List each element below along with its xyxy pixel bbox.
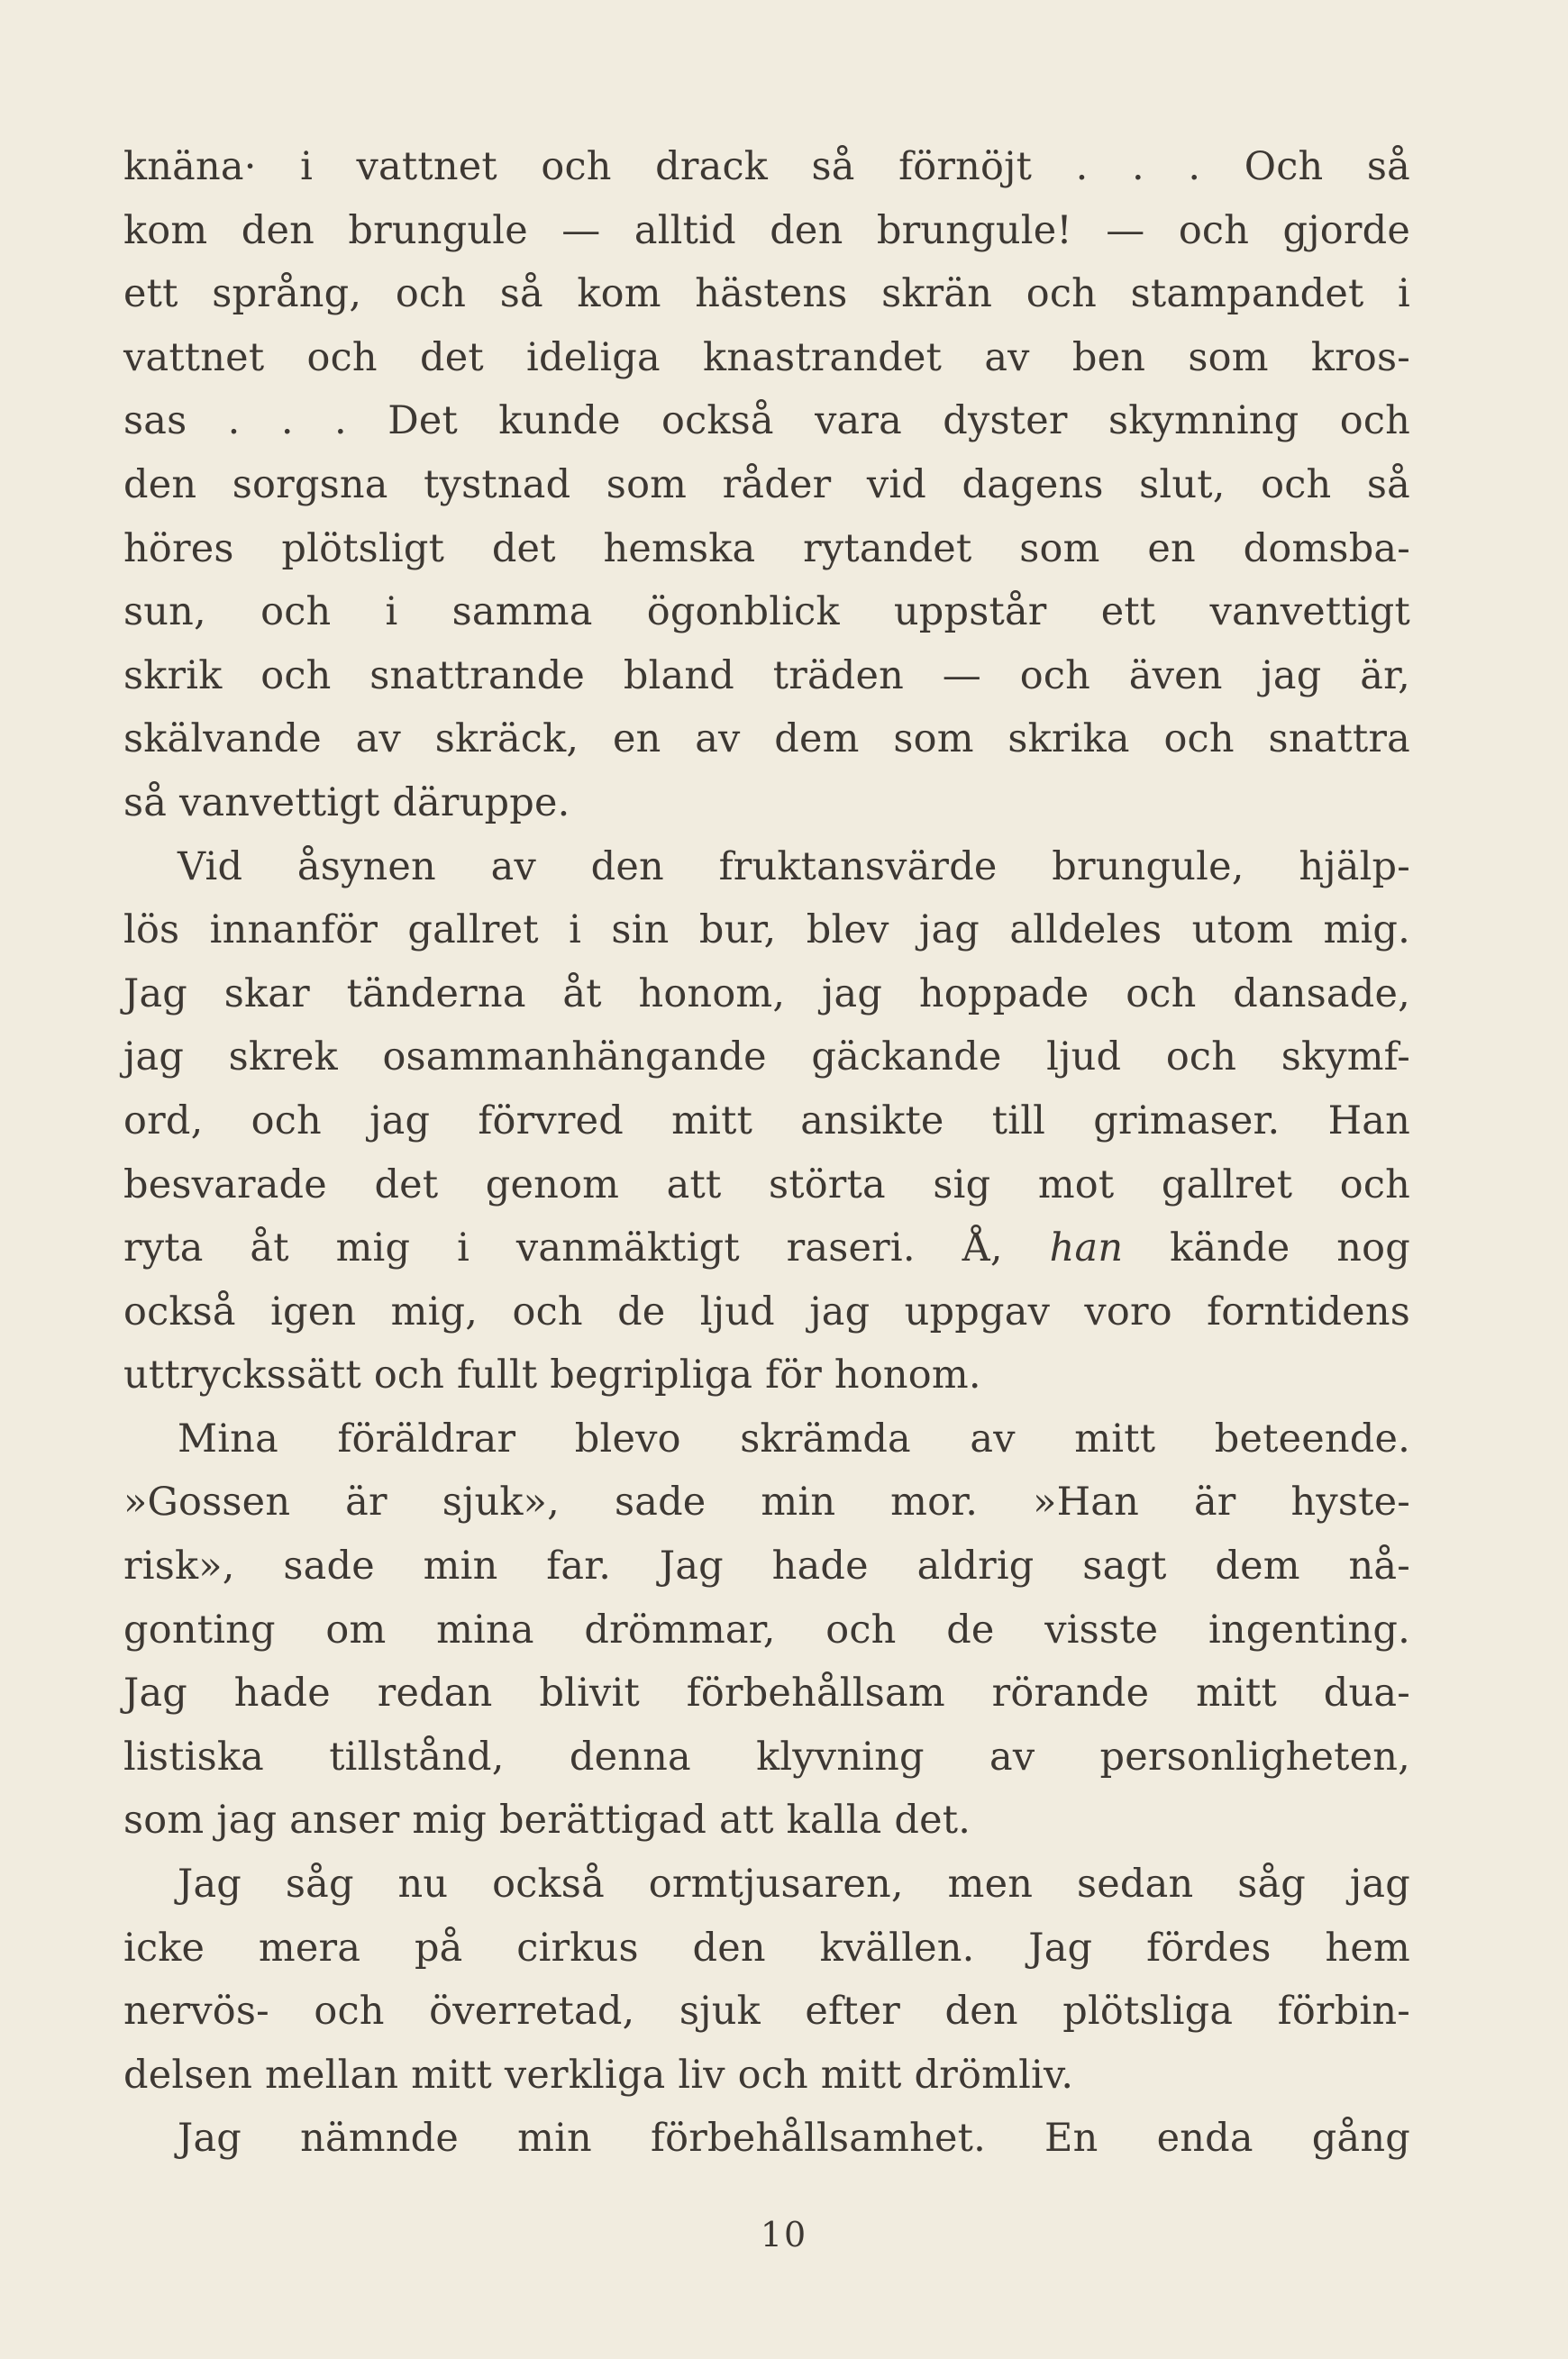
text-line: lös innanför gallret i sin bur, blev jag alldeles utom mig. bbox=[123, 907, 1410, 953]
text-line: så vanvettigt däruppe. bbox=[123, 779, 570, 825]
text-line: Mina föräldrar blevo skrämda av mitt beteende. bbox=[178, 1416, 1410, 1462]
page-number: 10 bbox=[760, 2215, 808, 2254]
text-line: sun, och i samma ögonblick uppstår ett vanvettigt bbox=[123, 589, 1410, 635]
text-line: skrik och snattrande bland träden — och även jag är, bbox=[123, 652, 1410, 698]
text-line: knäna· i vattnet och drack så förnöjt . . . Och så bbox=[123, 144, 1410, 189]
text-line: kom den brungule — alltid den brungule! — och gjorde bbox=[123, 207, 1410, 253]
italic-word: han bbox=[1049, 1225, 1124, 1271]
text-line: som jag anser mig berättigad att kalla det. bbox=[123, 1798, 971, 1844]
text-line: Vid åsynen av den fruktansvärde brungule, hjälp- bbox=[178, 843, 1410, 889]
text-line: besvarade det genom att störta sig mot gallret och bbox=[123, 1161, 1410, 1207]
text-segment: ryta åt mig i vanmäktigt raseri. Å, bbox=[123, 1225, 1050, 1271]
text-line: icke mera på cirkus den kvällen. Jag fördes hem bbox=[123, 1925, 1410, 1971]
text-line: risk», sade min far. Jag hade aldrig sagt dem nå- bbox=[123, 1544, 1410, 1589]
text-line: »Gossen är sjuk», sade min mor. »Han är hyste- bbox=[123, 1480, 1410, 1526]
text-segment: kände nog bbox=[1123, 1225, 1410, 1271]
text-line: höres plötsligt det hemska rytandet som en domsba- bbox=[123, 525, 1410, 571]
text-line bbox=[123, 1216, 1410, 1280]
text-line: listiska tillstånd, denna klyvning av personligheten, bbox=[123, 1734, 1410, 1780]
text-line: sas . . . Det kunde också vara dyster skymning och bbox=[123, 398, 1410, 444]
text-line: vattnet och det ideliga knastrandet av ben som kros- bbox=[123, 334, 1410, 380]
text-line: ett språng, och så kom hästens skrän och stampandet i bbox=[123, 271, 1410, 317]
text-line: delsen mellan mitt verkliga liv och mitt drömliv. bbox=[123, 2052, 1074, 2098]
body-text bbox=[123, 135, 1410, 2171]
text-line: också igen mig, och de ljud jag uppgav voro forntidens bbox=[123, 1289, 1410, 1334]
text-line: Jag nämnde min förbehållsamhet. En enda gång bbox=[178, 2116, 1410, 2162]
text-line: Jag såg nu också ormtjusaren, men sedan såg jag bbox=[178, 1862, 1410, 1908]
text-line: ord, och jag förvred mitt ansikte till grimaser. Han bbox=[123, 1098, 1410, 1143]
text-line: skälvande av skräck, en av dem som skrika och snattra bbox=[123, 716, 1410, 762]
text-line: uttryckssätt och fullt begripliga för honom. bbox=[123, 1353, 981, 1398]
text-line: jag skrek osammanhängande gäckande ljud och skymf- bbox=[123, 1034, 1410, 1080]
text-line: Jag skar tänderna åt honom, jag hoppade och dansade, bbox=[123, 970, 1410, 1016]
text-line: den sorgsna tystnad som råder vid dagens slut, och så bbox=[123, 461, 1410, 507]
text-line: Jag hade redan blivit förbehållsam rörande mitt dua- bbox=[123, 1671, 1410, 1717]
text-line: nervös- och överretad, sjuk efter den plötsliga förbin- bbox=[123, 1989, 1410, 2035]
text-line: gonting om mina drömmar, och de visste ingenting. bbox=[123, 1607, 1410, 1653]
